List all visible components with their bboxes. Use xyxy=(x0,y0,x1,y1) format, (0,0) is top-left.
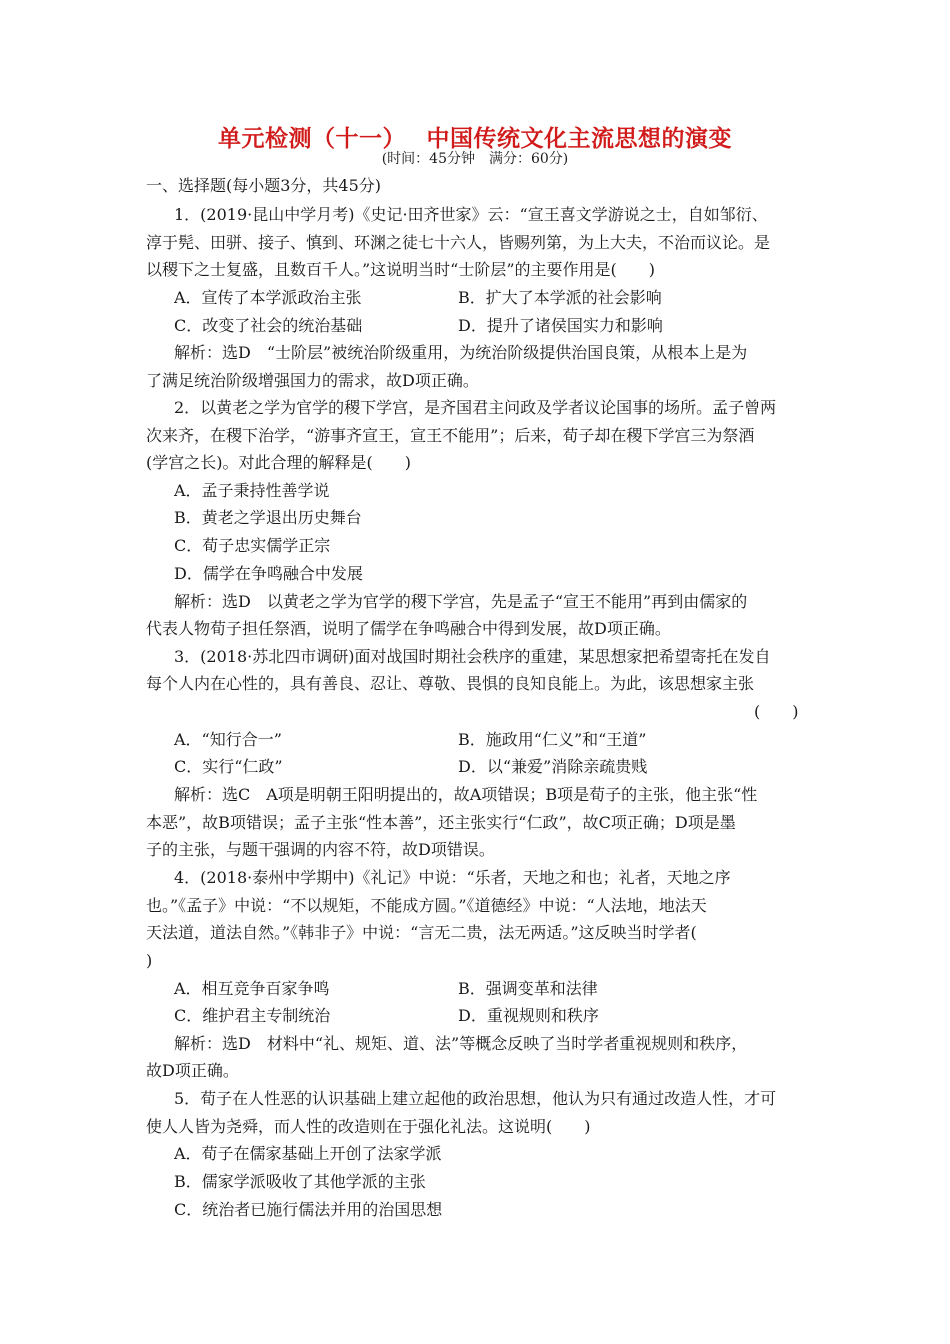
q5-option-c: C．统治者已施行儒法并用的治国思想 xyxy=(174,1200,443,1219)
q1-stem-line: 淳于髡、田骈、接子、慎到、环渊之徒七十六人，皆赐列第，为上大夫，不治而议论。是 xyxy=(146,233,771,252)
q5-option-a: A．荀子在儒家基础上开创了法家学派 xyxy=(174,1144,442,1163)
q2-analysis-line: 代表人物荀子担任祭酒，说明了儒学在争鸣融合中得到发展，故D项正确。 xyxy=(146,619,671,638)
q2-stem-line: (学宫之长)。对此合理的解释是( ) xyxy=(146,453,411,472)
q3-answer-paren: ( ) xyxy=(754,702,799,721)
q3-option-c: C．实行“仁政” xyxy=(174,757,283,776)
q4-stem-line: 天法道，道法自然。”《韩非子》中说：“言无二贵，法无两适。”这反映当时学者( xyxy=(146,923,697,942)
q2-analysis-line: 解析：选D 以黄老之学为官学的稷下学宫，先是孟子“宣王不能用”再到由儒家的 xyxy=(174,592,748,611)
q4-stem-line: ) xyxy=(146,951,153,970)
q2-option-d: D．儒学在争鸣融合中发展 xyxy=(174,564,363,583)
q3-option-d: D．以“兼爱”消除亲疏贵贱 xyxy=(458,757,648,776)
q4-analysis-line: 解析：选D 材料中“礼、规矩、道、法”等概念反映了当时学者重视规则和秩序， xyxy=(174,1034,748,1053)
q3-analysis-line: 本恶”，故B项错误；孟子主张“性本善”，还主张实行“仁政”，故C项正确；D项是墨 xyxy=(146,813,736,832)
q2-option-a: A．孟子秉持性善学说 xyxy=(174,481,330,500)
section-heading: 一、选择题(每小题3分，共45分) xyxy=(146,176,382,195)
q3-analysis-line: 解析：选C A项是明朝王阳明提出的，故A项错误；B项是荀子的主张，他主张“性 xyxy=(174,785,758,804)
q2-option-c: C．荀子忠实儒学正宗 xyxy=(174,536,331,555)
q3-option-b: B．施政用“仁义”和“王道” xyxy=(458,730,647,749)
q1-option-c: C．改变了社会的统治基础 xyxy=(174,316,363,335)
q1-option-d: D．提升了诸侯国实力和影响 xyxy=(458,316,663,335)
q1-analysis-line: 了满足统治阶级增强国力的需求，故D项正确。 xyxy=(146,371,479,390)
q1-option-b: B．扩大了本学派的社会影响 xyxy=(458,288,662,307)
q2-stem-line: 次来齐，在稷下治学，“游事齐宣王，宣王不能用”；后来，荀子却在稷下学宫三为祭酒 xyxy=(146,426,755,445)
q3-stem-line: 3．(2018·苏北四市调研)面对战国时期社会秩序的重建，某思想家把希望寄托在发自 xyxy=(174,647,771,666)
q1-analysis-line: 解析：选D “士阶层”被统治阶级重用，为统治阶级提供治国良策，从根本上是为 xyxy=(174,343,748,362)
q2-option-b: B．黄老之学退出历史舞台 xyxy=(174,508,362,527)
page-title: 单元检测（十一） 中国传统文化主流思想的演变 xyxy=(217,125,732,152)
q5-option-b: B．儒家学派吸收了其他学派的主张 xyxy=(174,1172,426,1191)
q3-stem-line: 每个人内在心性的，具有善良、忍让、尊敬、畏惧的良知良能上。为此，该思想家主张 xyxy=(146,674,755,693)
q4-option-a: A．相互竞争百家争鸣 xyxy=(174,979,330,998)
q1-stem-line: 以稷下之士复盛，且数百千人。”这说明当时“士阶层”的主要作用是( ) xyxy=(146,260,656,279)
q3-analysis-line: 子的主张，与题干强调的内容不符，故D项错误。 xyxy=(146,840,495,859)
exam-time-info: (时间：45分钟 满分：60分) xyxy=(381,151,569,167)
q4-analysis-line: 故D项正确。 xyxy=(146,1061,239,1080)
q4-option-d: D．重视规则和秩序 xyxy=(458,1006,599,1025)
q3-option-a: A．“知行合一” xyxy=(174,730,282,749)
q4-stem-line: 也。”《孟子》中说：“不以规矩，不能成方圆。”《道德经》中说：“人法地，地法天 xyxy=(146,896,707,915)
q5-stem-line: 5．荀子在人性恶的认识基础上建立起他的政治思想，他认为只有通过改造人性，才可 xyxy=(174,1089,777,1108)
q5-stem-line: 使人人皆为尧舜，而人性的改造则在于强化礼法。这说明( ) xyxy=(146,1117,591,1136)
q1-stem-line: 1．(2019·昆山中学月考)《史记·田齐世家》云：“宣王喜文学游说之士，自如邹衍、 xyxy=(174,205,768,224)
q4-stem-line: 4．(2018·泰州中学期中)《礼记》中说：“乐者，天地之和也；礼者，天地之序 xyxy=(174,868,731,887)
q4-option-b: B．强调变革和法律 xyxy=(458,979,598,998)
q1-option-a: A．宣传了本学派政治主张 xyxy=(174,288,362,307)
q4-option-c: C．维护君主专制统治 xyxy=(174,1006,331,1025)
q2-stem-line: 2．以黄老之学为官学的稷下学宫，是齐国君主问政及学者议论国事的场所。孟子曾两 xyxy=(174,398,777,417)
